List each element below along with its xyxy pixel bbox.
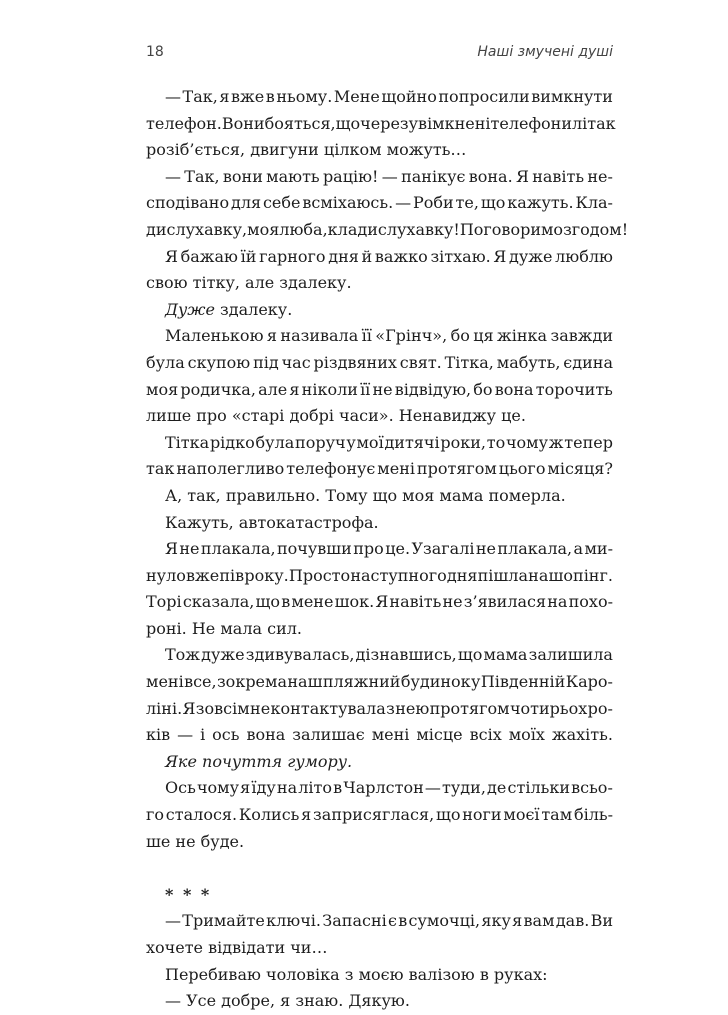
section-gap — [146, 855, 613, 882]
page-number: 18 — [146, 44, 164, 60]
text-line: — Усе добре, я знаю. Дякую. — [165, 991, 410, 1011]
text-line: Я бажаю їй гарного дня й важко зітхаю. Я дуже люблю — [165, 246, 613, 266]
text-line: ліні. Я зовсім не контактувала з нею протягом чотирьох ро- — [146, 698, 613, 718]
text-line: Перебиваю чоловіка з моєю валізою в руках: — [165, 964, 548, 984]
body-text — [146, 84, 629, 1015]
text-line: — Так, вони мають рацію! — панікує вона. Я навіть не- — [165, 166, 613, 186]
text-line: лише про «старі добрі часи». Ненавиджу це. — [146, 406, 526, 426]
text-line: ди слухавку, моя люба, клади слухавку! Поговоримо згодом! — [146, 219, 629, 239]
italic-text: Яке почуття гумору. — [165, 751, 353, 771]
text-line: хочете відвідати чи… — [146, 938, 328, 957]
running-title: Наші змучені душі — [477, 44, 613, 60]
text-line: була скупою під час різдвяних свят. Тітка, мабуть, єдина — [146, 352, 613, 372]
text-line: свою тітку, але здалеку. — [146, 273, 352, 293]
text-line: Ось чому я їду на літо в Чарлстон — туди, де стільки всьо- — [165, 778, 613, 798]
text-line: моя родичка, але я ніколи її не відвідую, бо вона торочить — [146, 379, 613, 399]
text-line: телефон. Вони бояться, що через увімкнені телефони літак — [146, 113, 616, 133]
running-head — [146, 44, 613, 68]
italic-text: Дуже — [165, 299, 215, 319]
text-line: Торі сказала, що в мене шок. Я навіть не з’явилася на похо- — [146, 592, 613, 612]
text-line: А, так, правильно. Тому що моя мама померла. — [165, 485, 566, 505]
text-line: Маленькою я називала її «Грінч», бо ця жінка завжди — [165, 326, 613, 346]
text-line: ше не буде. — [146, 831, 245, 851]
text-line — [146, 297, 613, 324]
text-line: сподівано для себе всміхаюсь. — Роби те, що кажуть. Кла- — [146, 193, 613, 213]
text-line: го сталося. Колись я заприсяглася, що ноги моєї там біль- — [146, 805, 613, 825]
text-line — [146, 749, 613, 776]
text-line: Я не плакала, почувши про це. Узагалі не плакала, а ми- — [165, 539, 613, 559]
text-line: роні. Не мала сил. — [146, 618, 302, 638]
text-line: ків — і ось вона залишає мені місце всіх моїх жахіть. — [146, 725, 613, 745]
text-line: Тож дуже здивувалась, дізнавшись, що мама залишила — [165, 645, 613, 665]
section-break: * * * — [165, 884, 212, 904]
text-line: розіб’ється, двигуни цілком можуть… — [146, 140, 467, 160]
text-line: Тітка рідко була поруч у мої дитячі роки, то чому ж тепер — [165, 432, 613, 452]
text-line: мені все, зокрема наш пляжний будинок у Південній Каро- — [146, 672, 613, 692]
text-line: — Тримайте ключі. Запасні є в сумочці, яку я вам дав. Ви — [165, 911, 613, 931]
text-line: — Так, я вже в ньому. Мене щойно попросили вимкнути — [165, 87, 613, 106]
text-segment: здалеку. — [214, 299, 293, 319]
text-line: Кажуть, автокатастрофа. — [165, 512, 379, 532]
text-line: так наполегливо телефонує мені протягом цього місяця? — [146, 459, 613, 479]
text-line: нуло вже пів року. Просто наступного дня пішла на шопінг. — [146, 565, 613, 585]
